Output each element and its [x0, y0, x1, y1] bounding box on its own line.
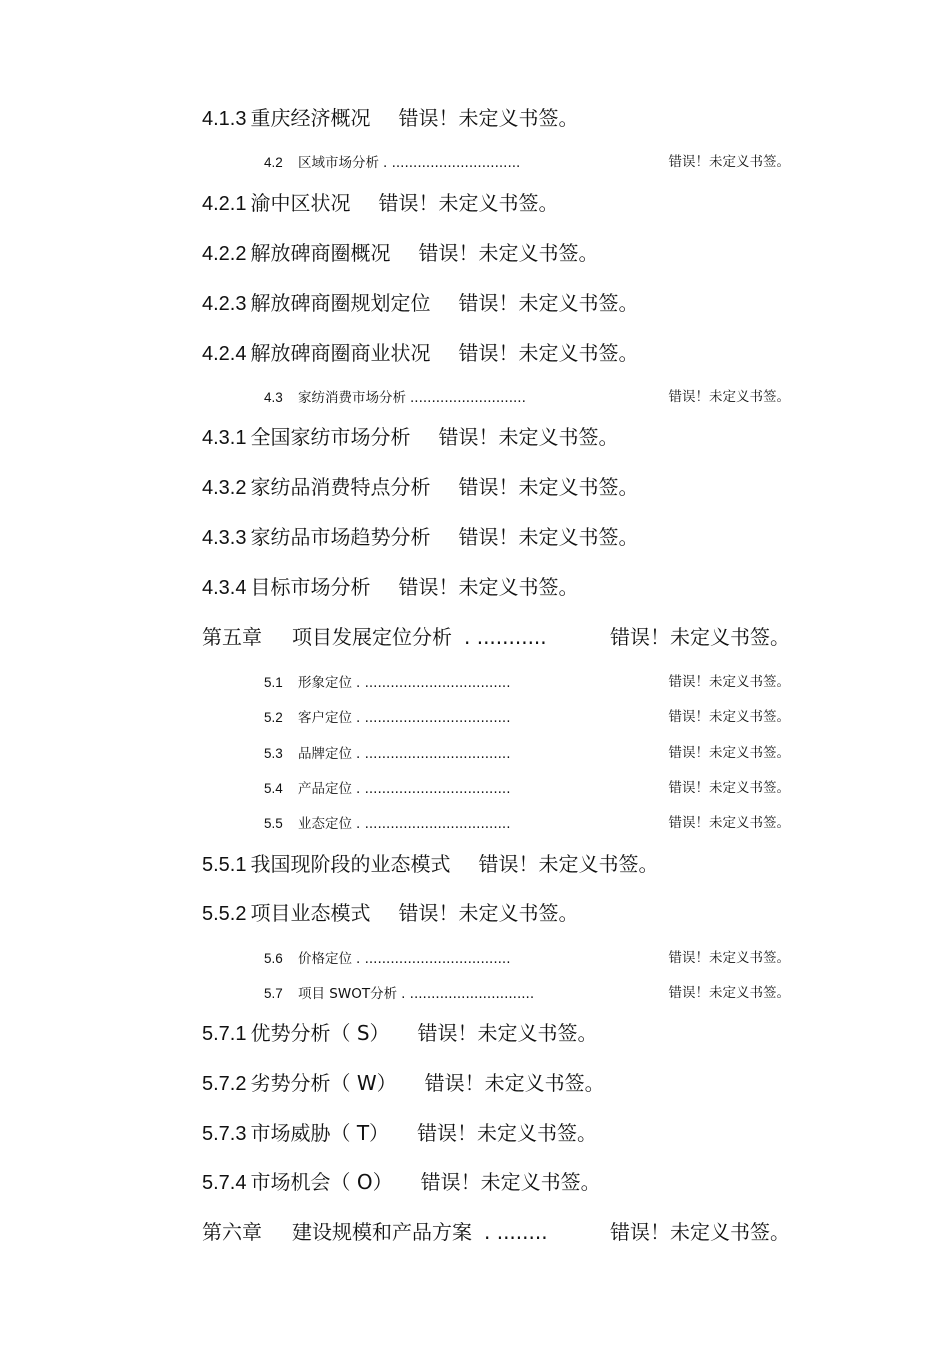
toc-entry[interactable]: [202, 293, 638, 314]
toc-entry[interactable]: [202, 108, 578, 129]
toc-entry-status: 错误！未定义书签。: [668, 674, 790, 690]
toc-entry-leader: ...........................: [410, 390, 526, 406]
toc-entry-number: 5.2: [264, 710, 283, 725]
toc-entry-title: 全国家纺市场分析: [250, 425, 411, 449]
toc-entry-number: 5.4: [264, 781, 283, 796]
toc-entry-leader: . ..................................: [356, 710, 511, 726]
toc-entry-leader: . ..................................: [356, 951, 511, 967]
toc-entry-leader: . ..............................: [383, 155, 521, 171]
toc-entry-title: 家纺品消费特点分析: [250, 475, 431, 499]
toc-entry-title: 项目 SWOT分析: [298, 986, 398, 1002]
toc-entry-number: 5.7.2: [202, 1073, 247, 1095]
toc-entry[interactable]: [264, 156, 790, 171]
toc-entry-number: 4.2.1: [202, 193, 247, 215]
toc-entry-number: 第六章: [202, 1220, 262, 1244]
toc-entry-title: 市场机会（ O）: [250, 1170, 393, 1194]
toc-entry-title: 项目发展定位分析: [292, 625, 452, 649]
toc-entry-title: 解放碑商圈规划定位: [250, 291, 431, 315]
toc-entry-title: 家纺品市场趋势分析: [250, 525, 431, 549]
toc-entry[interactable]: [202, 627, 790, 647]
toc-entry-number: 5.5.2: [202, 903, 247, 925]
toc-entry-status: 错误！未定义书签。: [458, 291, 639, 315]
toc-entry-number: 4.2.4: [202, 343, 247, 365]
toc-entry-leader: . ..................................: [356, 816, 511, 832]
toc-entry-number: 5.1: [264, 675, 283, 690]
toc-entry-title: 区域市场分析: [298, 155, 379, 171]
toc-entry[interactable]: [264, 676, 790, 691]
toc-entry-leader: . ...........: [464, 625, 547, 649]
toc-entry[interactable]: [202, 1123, 597, 1144]
toc-entry-title: 家纺消费市场分析: [298, 390, 406, 406]
toc-entry-status: 错误！未定义书签。: [478, 852, 659, 876]
toc-entry-status: 错误！未定义书签。: [668, 780, 790, 796]
toc-entry-number: 5.6: [264, 951, 283, 966]
toc-entry[interactable]: [202, 427, 618, 448]
toc-entry-title: 市场威胁（ T）: [250, 1121, 390, 1145]
toc-entry-number: 4.3.4: [202, 577, 247, 599]
toc-entry-number: 5.3: [264, 746, 283, 761]
toc-entry-status: 错误！未定义书签。: [668, 389, 790, 405]
toc-entry-title: 渝中区状况: [250, 191, 351, 215]
toc-entry[interactable]: [202, 527, 638, 548]
toc-entry-status: 错误！未定义书签。: [398, 901, 579, 925]
toc-entry-status: 错误！未定义书签。: [378, 191, 559, 215]
toc-entry-number: 5.5: [264, 816, 283, 831]
toc-entry[interactable]: [202, 1222, 790, 1242]
toc-entry-status: 错误！未定义书签。: [458, 525, 639, 549]
toc-entry-status: 错误！未定义书签。: [668, 745, 790, 761]
toc-entry-status: 错误！未定义书签。: [458, 341, 639, 365]
toc-entry-leader: . ..................................: [356, 781, 511, 797]
toc-entry-number: 4.2.3: [202, 293, 247, 315]
toc-entry-title: 解放碑商圈概况: [250, 241, 391, 265]
toc-entry-status: 错误！未定义书签。: [417, 1021, 598, 1045]
toc-entry-status: 错误！未定义书签。: [668, 950, 790, 966]
toc-entry[interactable]: [202, 1073, 605, 1094]
toc-entry-number: 第五章: [202, 625, 262, 649]
toc-entry-number: 4.3.2: [202, 477, 247, 499]
toc-entry-title: 优势分析（ S）: [250, 1021, 390, 1045]
toc-entry-title: 形象定位: [298, 675, 352, 691]
toc-entry-status: 错误！未定义书签。: [668, 154, 790, 170]
toc-entry-status: 错误！未定义书签。: [458, 475, 639, 499]
toc-entry-number: 5.5.1: [202, 854, 247, 876]
toc-entry-title: 重庆经济概况: [250, 106, 371, 130]
toc-entry-number: 4.3.1: [202, 427, 247, 449]
toc-entry-number: 4.1.3: [202, 108, 247, 130]
toc-entry-status: 错误！未定义书签。: [668, 709, 790, 725]
toc-entry[interactable]: [202, 193, 558, 214]
toc-entry[interactable]: [264, 782, 790, 797]
toc-entry-number: 5.7.4: [202, 1172, 247, 1194]
toc-entry-status: 错误！未定义书签。: [398, 106, 579, 130]
toc-entry[interactable]: [202, 477, 638, 498]
toc-entry-leader: . ..................................: [356, 675, 511, 691]
toc-entry-title: 解放碑商圈商业状况: [250, 341, 431, 365]
toc-entry[interactable]: [264, 747, 790, 762]
toc-entry-leader: . ........: [484, 1220, 548, 1244]
toc-entry[interactable]: [202, 903, 578, 924]
toc-entry-leader: . ..................................: [356, 746, 511, 762]
toc-entry[interactable]: [202, 1172, 601, 1193]
toc-entry-title: 我国现阶段的业态模式: [250, 852, 451, 876]
toc-entry[interactable]: [202, 343, 638, 364]
toc-entry-title: 项目业态模式: [250, 901, 371, 925]
toc-entry-title: 目标市场分析: [250, 575, 371, 599]
toc-entry-number: 5.7: [264, 986, 283, 1001]
toc-entry[interactable]: [264, 711, 790, 726]
toc-entry[interactable]: [202, 243, 598, 264]
toc-entry-status: 错误！未定义书签。: [610, 625, 790, 649]
toc-entry-status: 错误！未定义书签。: [420, 1170, 601, 1194]
toc-entry-title: 建设规模和产品方案: [292, 1220, 472, 1244]
toc-entry-status: 错误！未定义书签。: [424, 1071, 605, 1095]
toc-entry[interactable]: [202, 854, 658, 875]
toc-entry-status: 错误！未定义书签。: [418, 241, 599, 265]
toc-entry-number: 4.2: [264, 155, 283, 170]
toc-entry[interactable]: [264, 391, 790, 406]
toc-entry-title: 客户定位: [298, 710, 352, 726]
toc-entry-status: 错误！未定义书签。: [668, 985, 790, 1001]
toc-entry-status: 错误！未定义书签。: [610, 1220, 790, 1244]
toc-entry-title: 产品定位: [298, 781, 352, 797]
toc-entry-status: 错误！未定义书签。: [438, 425, 619, 449]
toc-entry-number: 5.7.3: [202, 1123, 247, 1145]
toc-entry-number: 5.7.1: [202, 1023, 247, 1045]
toc-entry[interactable]: [202, 577, 578, 598]
toc-entry-number: 4.3.3: [202, 527, 247, 549]
toc-entry[interactable]: [264, 817, 790, 832]
toc-entry-status: 错误！未定义书签。: [417, 1121, 598, 1145]
toc-entry[interactable]: [264, 987, 790, 1002]
toc-entry-title: 价格定位: [298, 951, 352, 967]
toc-entry-title: 劣势分析（ W）: [250, 1071, 397, 1095]
toc-entry-leader: . .............................: [401, 986, 535, 1002]
toc-entry-title: 业态定位: [298, 816, 352, 832]
toc-entry-title: 品牌定位: [298, 746, 352, 762]
toc-entry[interactable]: [202, 1023, 598, 1044]
toc-entry-status: 错误！未定义书签。: [668, 815, 790, 831]
toc-entry-status: 错误！未定义书签。: [398, 575, 579, 599]
toc-entry-number: 4.3: [264, 390, 283, 405]
toc-entry-number: 4.2.2: [202, 243, 247, 265]
toc-entry[interactable]: [264, 952, 790, 967]
